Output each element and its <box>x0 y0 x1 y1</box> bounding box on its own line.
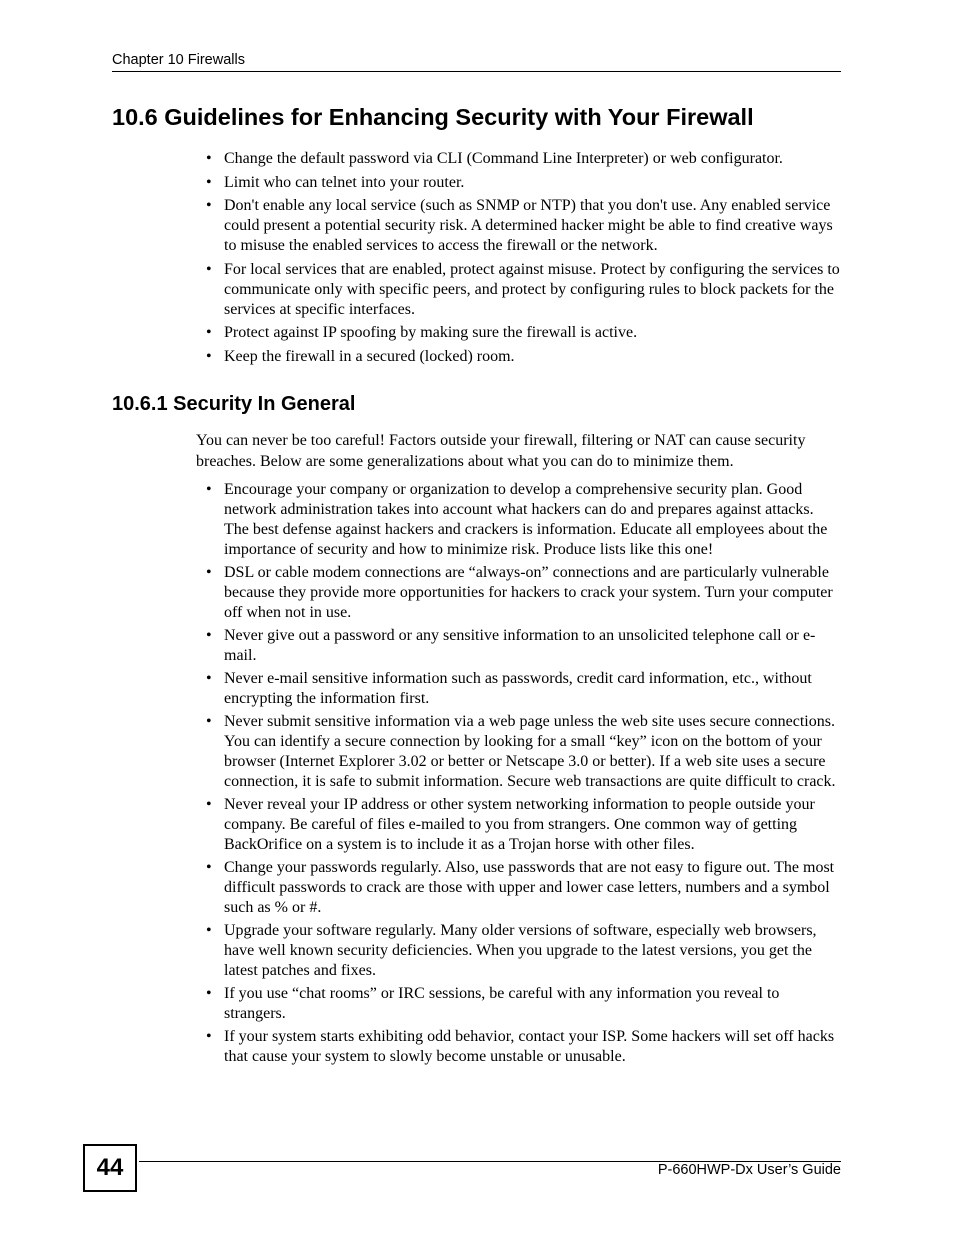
intro-paragraph: You can never be too careful! Factors outside your firewall, filtering or NAT can cause security breaches. Below are some generalizations about what you can do to minimize them. <box>196 432 806 470</box>
header-divider <box>112 71 841 72</box>
guide-title: P-660HWP-Dx User’s Guide <box>657 1162 841 1178</box>
list-item: • If your system starts exhibiting odd behavior, contact your ISP. Some hackers will set off hacks that cause your system to slowly become unstable or unusable. <box>206 1028 835 1065</box>
subsection-heading: 10.6.1 Security In General <box>112 393 356 415</box>
list-item: • Change your passwords regularly. Also, use passwords that are not easy to figure out. The most difficult passwords to crack are those with upper and lower case letters, numbers and a symbol such as % or #. <box>206 859 835 916</box>
list-item: • Protect against IP spoofing by making sure the firewall is active. <box>206 324 638 341</box>
list-item: • Never submit sensitive information via a web page unless the web site uses secure connections. You can identify a secure connection by looking for a small “key” icon on the bottom of your browser (Internet Explorer 3.02 or better or Netscape 3.0 or better). If a web site uses a secure connection, it is safe to submit information. Secure web transactions are quite difficult to crack. <box>206 713 836 790</box>
chapter-title: Chapter 10 Firewalls <box>112 52 245 68</box>
page-number: 44 <box>83 1144 137 1192</box>
list-item: • DSL or cable modem connections are “always-on” connections and are particularly vulnerable because they provide more opportunities for hackers to crack your system. Turn your computer off when not in use. <box>206 564 833 621</box>
list-item: • Never e-mail sensitive information such as passwords, credit card information, etc., without encrypting the information first. <box>206 670 812 707</box>
list-item: • Don't enable any local service (such as SNMP or NTP) that you don't use. Any enabled service could present a potential security risk. A determined hacker might be able to find creative ways to misuse the enabled services to access the firewall or the network. <box>206 197 833 254</box>
list-item: • Never give out a password or any sensitive information to an unsolicited telephone call or e-mail. <box>206 627 816 664</box>
security-tips-list <box>206 480 841 1070</box>
list-item: • Limit who can telnet into your router. <box>206 173 465 191</box>
list-item: • Never reveal your IP address or other system networking information to people outside your company. Be careful of files e-mailed to you from strangers. One common way of getting BackOrifice on a system is to include it as a Trojan horse with other files. <box>206 796 815 853</box>
list-item: • Change the default password via CLI (Command Line Interpreter) or web configurator. <box>206 150 783 167</box>
list-item: • Upgrade your software regularly. Many older versions of software, especially web browsers, have well known security deficiencies. When you upgrade to the latest versions, you get the latest patches and fixes. <box>206 922 817 979</box>
section-heading: 10.6 Guidelines for Enhancing Security with Your Firewall <box>112 104 754 130</box>
list-item: • If you use “chat rooms” or IRC sessions, be careful with any information you reveal to strangers. <box>206 985 780 1022</box>
list-item: • Keep the firewall in a secured (locked) room. <box>206 347 515 365</box>
list-item: • For local services that are enabled, protect against misuse. Protect by configuring the services to communicate only with specific peers, and protect by configuring rules to block packets for the services at specific interfaces. <box>206 260 840 318</box>
guidelines-list <box>206 149 841 370</box>
list-item: • Encourage your company or organization to develop a comprehensive security plan. Good network administration takes into account what hackers can do and prepares against attacks. The best defense against hackers and crackers is information. Educate all employees about the importance of security and how to minimize risk. Produce lists like this one! <box>206 481 828 558</box>
